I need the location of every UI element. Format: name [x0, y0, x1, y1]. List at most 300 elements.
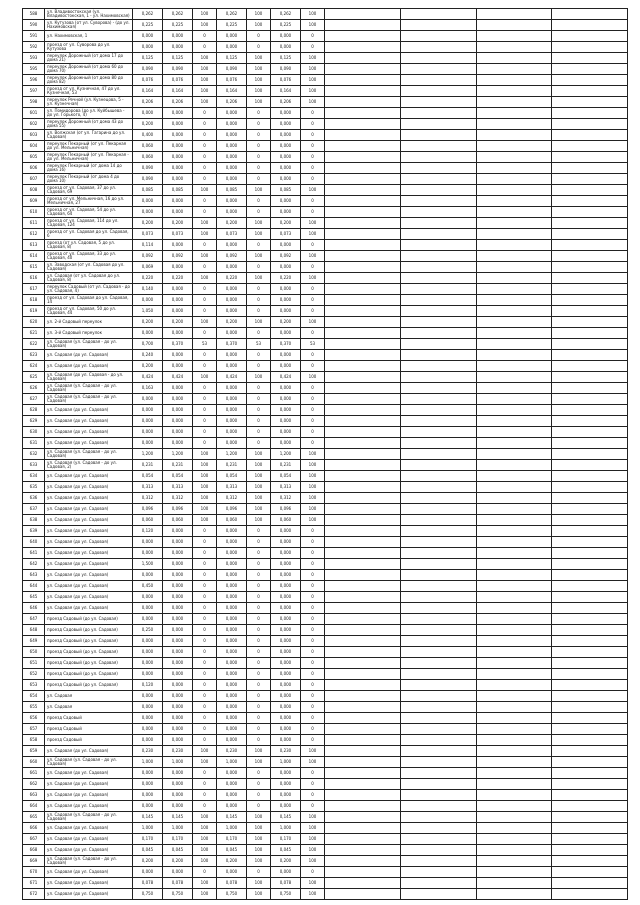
value-cell: 0,092	[133, 251, 163, 262]
table-row	[23, 471, 628, 482]
value-cell: 100	[301, 53, 325, 64]
value-cell: 0,000	[163, 427, 193, 438]
address-cell: переулок Дорожный (от дома 60 до дома 70)	[45, 64, 133, 75]
address-cell: ул. Садовая (до ул. Садовая)	[45, 603, 133, 614]
value-cell: 0,200	[271, 218, 301, 229]
empty-cell	[552, 251, 628, 262]
value-cell: 0,312	[163, 493, 193, 504]
empty-cell	[476, 713, 552, 724]
empty-cell	[325, 306, 401, 317]
value-cell: 0,000	[271, 581, 301, 592]
value-cell: 0	[301, 669, 325, 680]
empty-cell	[476, 284, 552, 295]
empty-cell	[476, 449, 552, 460]
value-cell: 100	[193, 493, 217, 504]
address-cell: ул. Заводская (от ул. Садовая до ул. Садовая)	[45, 262, 133, 273]
value-cell: 0,085	[217, 185, 247, 196]
value-cell: 0	[193, 207, 217, 218]
empty-cell	[552, 207, 628, 218]
empty-cell	[476, 130, 552, 141]
table-body	[23, 9, 628, 900]
value-cell: 0,000	[133, 570, 163, 581]
value-cell: 0	[247, 658, 271, 669]
empty-cell	[400, 581, 476, 592]
table-row	[23, 482, 628, 493]
value-cell: 0,225	[133, 20, 163, 31]
value-cell: 0,000	[163, 207, 193, 218]
value-cell: 0,000	[133, 636, 163, 647]
value-cell: 0,312	[217, 493, 247, 504]
empty-cell	[476, 735, 552, 746]
empty-cell	[325, 790, 401, 801]
row-number-cell: 593	[23, 53, 45, 64]
empty-cell	[476, 317, 552, 328]
empty-cell	[552, 889, 628, 900]
value-cell: 0	[193, 768, 217, 779]
empty-cell	[400, 185, 476, 196]
value-cell: 0,000	[271, 592, 301, 603]
empty-cell	[325, 493, 401, 504]
address-cell: ул. Садовая (до ул. Садовая - до ул. Садовая)	[45, 372, 133, 383]
empty-cell	[400, 218, 476, 229]
value-cell: 0	[247, 790, 271, 801]
value-cell: 0,200	[133, 856, 163, 867]
value-cell: 0,000	[271, 328, 301, 339]
value-cell: 0,000	[163, 306, 193, 317]
value-cell: 0,000	[163, 108, 193, 119]
table-row	[23, 658, 628, 669]
value-cell: 0	[247, 295, 271, 306]
value-cell: 0,230	[163, 746, 193, 757]
value-cell: 0,000	[271, 174, 301, 185]
address-cell: проезд от ул. Садовая, 114 до ул. Садовая, 124	[45, 218, 133, 229]
value-cell: 0,262	[133, 9, 163, 20]
empty-cell	[325, 284, 401, 295]
value-cell: 0	[247, 141, 271, 152]
empty-cell	[476, 812, 552, 823]
value-cell: 0	[247, 416, 271, 427]
row-number-cell: 591	[23, 31, 45, 42]
row-number-cell: 660	[23, 757, 45, 768]
empty-cell	[476, 295, 552, 306]
value-cell: 0	[247, 603, 271, 614]
value-cell: 0	[247, 350, 271, 361]
value-cell: 0,206	[271, 97, 301, 108]
value-cell: 0,000	[217, 691, 247, 702]
value-cell: 0	[247, 724, 271, 735]
address-cell: ул. Садовая (до ул. Садовая)	[45, 537, 133, 548]
value-cell: 0,000	[217, 801, 247, 812]
empty-cell	[400, 636, 476, 647]
value-cell: 0,250	[133, 625, 163, 636]
value-cell: 0,225	[163, 20, 193, 31]
empty-cell	[325, 97, 401, 108]
row-number-cell: 624	[23, 361, 45, 372]
value-cell: 100	[247, 878, 271, 889]
value-cell: 1,000	[271, 823, 301, 834]
empty-cell	[325, 856, 401, 867]
value-cell: 0,262	[163, 9, 193, 20]
empty-cell	[476, 856, 552, 867]
empty-cell	[476, 669, 552, 680]
value-cell: 0,225	[217, 20, 247, 31]
value-cell: 0,170	[163, 834, 193, 845]
empty-cell	[400, 405, 476, 416]
row-number-cell: 621	[23, 328, 45, 339]
value-cell: 100	[301, 460, 325, 471]
empty-cell	[552, 449, 628, 460]
row-number-cell: 618	[23, 295, 45, 306]
table-row	[23, 251, 628, 262]
empty-cell	[325, 361, 401, 372]
value-cell: 0,000	[271, 614, 301, 625]
value-cell: 0,000	[217, 548, 247, 559]
empty-cell	[325, 141, 401, 152]
value-cell: 0,000	[163, 196, 193, 207]
row-number-cell: 654	[23, 691, 45, 702]
empty-cell	[476, 119, 552, 130]
value-cell: 0,000	[133, 394, 163, 405]
empty-cell	[552, 658, 628, 669]
address-cell: проезд от ул. Садовая, 50 до ул. Садовая, 44	[45, 306, 133, 317]
empty-cell	[476, 339, 552, 350]
value-cell: 0	[301, 603, 325, 614]
row-number-cell: 658	[23, 735, 45, 746]
empty-cell	[325, 713, 401, 724]
empty-cell	[552, 185, 628, 196]
empty-cell	[325, 515, 401, 526]
row-number-cell: 644	[23, 581, 45, 592]
empty-cell	[400, 295, 476, 306]
address-cell: проезд Садовый (до ул. Садовая)	[45, 680, 133, 691]
value-cell: 0	[301, 207, 325, 218]
row-number-cell: 669	[23, 856, 45, 867]
empty-cell	[400, 31, 476, 42]
table-row	[23, 889, 628, 900]
value-cell: 0	[301, 438, 325, 449]
empty-cell	[552, 295, 628, 306]
row-number-cell: 620	[23, 317, 45, 328]
empty-cell	[552, 702, 628, 713]
row-number-cell: 645	[23, 592, 45, 603]
empty-cell	[552, 482, 628, 493]
row-number-cell: 663	[23, 790, 45, 801]
empty-cell	[476, 163, 552, 174]
value-cell: 100	[193, 504, 217, 515]
value-cell: 0,000	[163, 592, 193, 603]
table-row	[23, 603, 628, 614]
value-cell: 0	[301, 295, 325, 306]
empty-cell	[476, 647, 552, 658]
table-row	[23, 262, 628, 273]
empty-cell	[476, 471, 552, 482]
value-cell: 0,231	[133, 460, 163, 471]
row-number-cell: 653	[23, 680, 45, 691]
value-cell: 0	[193, 581, 217, 592]
value-cell: 0,000	[217, 559, 247, 570]
value-cell: 0	[193, 306, 217, 317]
value-cell: 0	[247, 174, 271, 185]
value-cell: 0,000	[133, 614, 163, 625]
table-row	[23, 185, 628, 196]
empty-cell	[400, 592, 476, 603]
value-cell: 0,200	[163, 218, 193, 229]
table-row	[23, 559, 628, 570]
value-cell: 0,000	[133, 537, 163, 548]
empty-cell	[552, 812, 628, 823]
value-cell: 0	[247, 152, 271, 163]
empty-cell	[400, 460, 476, 471]
value-cell: 0,000	[163, 801, 193, 812]
value-cell: 0,045	[217, 845, 247, 856]
address-cell: ул. Садовая (до ул. Садовая)	[45, 405, 133, 416]
value-cell: 100	[193, 372, 217, 383]
address-cell: ул. Садовая (ул. Садовая - до ул. Садовая, 2)	[45, 460, 133, 471]
row-number-cell: 672	[23, 889, 45, 900]
address-cell: проезд Садовый	[45, 724, 133, 735]
empty-cell	[400, 328, 476, 339]
table-row	[23, 141, 628, 152]
value-cell: 100	[301, 471, 325, 482]
value-cell: 100	[247, 812, 271, 823]
empty-cell	[476, 526, 552, 537]
value-cell: 1,500	[133, 559, 163, 570]
value-cell: 0,200	[133, 317, 163, 328]
value-cell: 1,000	[271, 757, 301, 768]
empty-cell	[552, 328, 628, 339]
value-cell: 0,078	[163, 878, 193, 889]
address-cell: ул. 3-й Садовый переулок	[45, 328, 133, 339]
value-cell: 0,000	[217, 108, 247, 119]
empty-cell	[552, 130, 628, 141]
value-cell: 0,069	[133, 262, 163, 273]
value-cell: 100	[301, 20, 325, 31]
empty-cell	[476, 614, 552, 625]
empty-cell	[325, 9, 401, 20]
empty-cell	[552, 625, 628, 636]
value-cell: 0	[247, 713, 271, 724]
address-cell: проезд от ул. Мельничная, 16 до ул. Мельничная, 27	[45, 196, 133, 207]
value-cell: 100	[193, 471, 217, 482]
value-cell: 0,076	[271, 75, 301, 86]
empty-cell	[400, 790, 476, 801]
row-number-cell: 647	[23, 614, 45, 625]
value-cell: 0,240	[133, 350, 163, 361]
value-cell: 0,313	[133, 482, 163, 493]
empty-cell	[552, 416, 628, 427]
empty-cell	[400, 152, 476, 163]
address-cell: ул. Садовая (ул. Садовая - до ул. Садовая)	[45, 394, 133, 405]
row-number-cell: 598	[23, 97, 45, 108]
empty-cell	[325, 867, 401, 878]
empty-cell	[476, 86, 552, 97]
value-cell: 0,000	[133, 724, 163, 735]
value-cell: 0,125	[217, 53, 247, 64]
empty-cell	[476, 636, 552, 647]
empty-cell	[400, 416, 476, 427]
empty-cell	[476, 834, 552, 845]
value-cell: 53	[301, 339, 325, 350]
value-cell: 1,050	[133, 306, 163, 317]
value-cell: 0,000	[163, 548, 193, 559]
empty-cell	[476, 757, 552, 768]
empty-cell	[325, 427, 401, 438]
value-cell: 0,114	[133, 240, 163, 251]
address-cell: проезд Садовый (до ул. Садовая)	[45, 625, 133, 636]
value-cell: 0,000	[163, 394, 193, 405]
value-cell: 0,000	[271, 625, 301, 636]
value-cell: 100	[247, 757, 271, 768]
value-cell: 0	[247, 581, 271, 592]
row-number-cell: 602	[23, 119, 45, 130]
empty-cell	[400, 856, 476, 867]
value-cell: 0,000	[163, 658, 193, 669]
address-cell: ул. Садовая (ул. Садовая - до ул. Садовая)	[45, 339, 133, 350]
value-cell: 0,000	[271, 416, 301, 427]
value-cell: 0,000	[217, 240, 247, 251]
value-cell: 0,000	[163, 405, 193, 416]
row-number-cell: 613	[23, 240, 45, 251]
value-cell: 0,000	[163, 350, 193, 361]
value-cell: 0,000	[217, 119, 247, 130]
value-cell: 100	[247, 273, 271, 284]
row-number-cell: 628	[23, 405, 45, 416]
data-table	[22, 8, 628, 900]
value-cell: 0,000	[163, 284, 193, 295]
row-number-cell: 638	[23, 515, 45, 526]
value-cell: 0,140	[133, 284, 163, 295]
table-row	[23, 273, 628, 284]
empty-cell	[476, 581, 552, 592]
value-cell: 0,000	[271, 306, 301, 317]
value-cell: 100	[247, 9, 271, 20]
value-cell: 0	[247, 702, 271, 713]
table-row	[23, 53, 628, 64]
empty-cell	[552, 537, 628, 548]
empty-cell	[476, 482, 552, 493]
value-cell: 0,092	[271, 251, 301, 262]
value-cell: 0	[301, 31, 325, 42]
value-cell: 0	[301, 779, 325, 790]
empty-cell	[476, 361, 552, 372]
value-cell: 0,000	[217, 207, 247, 218]
value-cell: 0	[301, 196, 325, 207]
value-cell: 100	[301, 372, 325, 383]
empty-cell	[325, 64, 401, 75]
value-cell: 0,073	[163, 229, 193, 240]
table-row	[23, 130, 628, 141]
value-cell: 0	[193, 438, 217, 449]
value-cell: 1,000	[163, 757, 193, 768]
empty-cell	[476, 702, 552, 713]
value-cell: 0	[301, 614, 325, 625]
value-cell: 0	[301, 262, 325, 273]
value-cell: 0,313	[271, 482, 301, 493]
empty-cell	[400, 746, 476, 757]
empty-cell	[400, 9, 476, 20]
value-cell: 100	[193, 75, 217, 86]
address-cell: ул. Садовая (до ул. Садовая)	[45, 350, 133, 361]
empty-cell	[325, 669, 401, 680]
empty-cell	[476, 229, 552, 240]
value-cell: 0,000	[271, 559, 301, 570]
value-cell: 100	[193, 449, 217, 460]
value-cell: 0,000	[217, 163, 247, 174]
table-row	[23, 636, 628, 647]
value-cell: 0	[301, 152, 325, 163]
row-number-cell: 650	[23, 647, 45, 658]
value-cell: 100	[193, 20, 217, 31]
row-number-cell: 665	[23, 812, 45, 823]
table-row	[23, 614, 628, 625]
empty-cell	[552, 405, 628, 416]
value-cell: 0	[301, 768, 325, 779]
value-cell: 0,200	[271, 856, 301, 867]
value-cell: 0,000	[271, 196, 301, 207]
table-row	[23, 581, 628, 592]
value-cell: 0	[247, 867, 271, 878]
value-cell: 0	[193, 603, 217, 614]
row-number-cell: 627	[23, 394, 45, 405]
value-cell: 0,000	[271, 768, 301, 779]
empty-cell	[400, 614, 476, 625]
value-cell: 0,000	[217, 350, 247, 361]
value-cell: 100	[193, 515, 217, 526]
value-cell: 0,145	[133, 812, 163, 823]
value-cell: 100	[301, 889, 325, 900]
value-cell: 0	[193, 724, 217, 735]
empty-cell	[476, 20, 552, 31]
empty-cell	[400, 823, 476, 834]
empty-cell	[476, 691, 552, 702]
empty-cell	[552, 383, 628, 394]
value-cell: 0,000	[217, 405, 247, 416]
address-cell: ул. Садовая	[45, 702, 133, 713]
value-cell: 0	[301, 361, 325, 372]
empty-cell	[325, 196, 401, 207]
empty-cell	[476, 141, 552, 152]
value-cell: 100	[247, 86, 271, 97]
empty-cell	[325, 108, 401, 119]
empty-cell	[552, 350, 628, 361]
table-row	[23, 735, 628, 746]
value-cell: 100	[193, 823, 217, 834]
address-cell: ул. Садовая (ул. Садовая - до ул. Садовая)	[45, 757, 133, 768]
row-number-cell: 614	[23, 251, 45, 262]
value-cell: 0	[247, 636, 271, 647]
row-number-cell: 615	[23, 262, 45, 273]
row-number-cell: 623	[23, 350, 45, 361]
table-row	[23, 284, 628, 295]
empty-cell	[476, 306, 552, 317]
address-cell: ул. Садовая (до ул. Садовая)	[45, 471, 133, 482]
row-number-cell: 640	[23, 537, 45, 548]
value-cell: 0,230	[217, 746, 247, 757]
address-cell: ул. Садовая (до ул. Садовая)	[45, 592, 133, 603]
row-number-cell: 646	[23, 603, 45, 614]
value-cell: 100	[193, 460, 217, 471]
address-cell: ул. Кутузова (от ул. Суворова) - (до ул. Нахимовская)	[45, 20, 133, 31]
value-cell: 0,000	[133, 405, 163, 416]
value-cell: 0	[301, 537, 325, 548]
table-row	[23, 790, 628, 801]
value-cell: 0,000	[217, 31, 247, 42]
empty-cell	[476, 823, 552, 834]
empty-cell	[552, 515, 628, 526]
empty-cell	[552, 493, 628, 504]
empty-cell	[400, 97, 476, 108]
empty-cell	[400, 559, 476, 570]
